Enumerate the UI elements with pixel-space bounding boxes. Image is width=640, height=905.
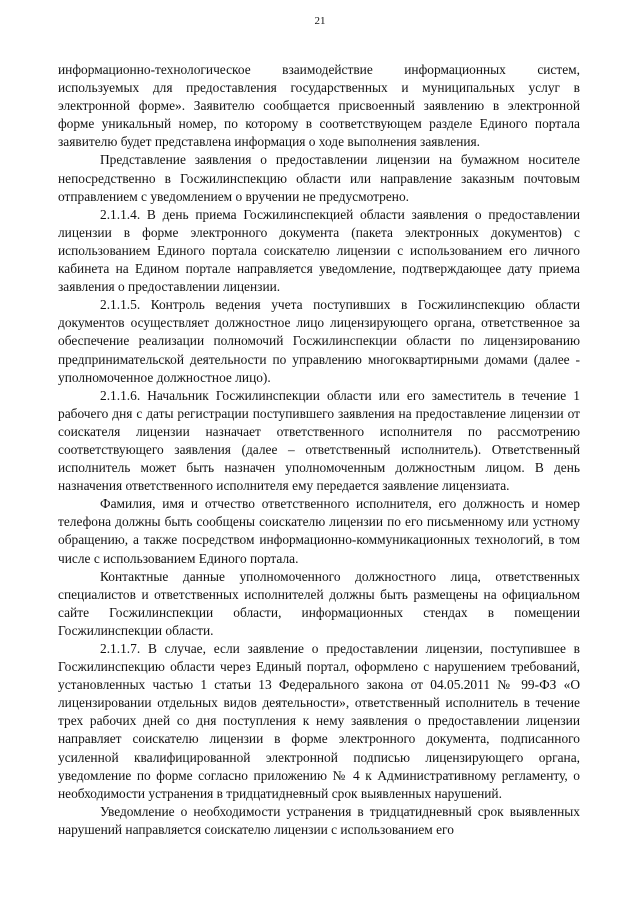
paragraph-notification: Уведомление о необходимости устранения в тридцатидневный срок выявленных нарушений направляется соискателю лицензии с использованием его xyxy=(58,803,580,837)
paragraph-2-1-1-4: 2.1.1.4. В день приема Госжилинспекцией области заявления о предоставлении лицензии в форме электронного документа (пакета электронных документов) с использованием Единого портала соискателю лицензии с использованием его личного кабинета на Едином портале направляется уведомление, подтверждающее дату приема заявления о предоставлении лицензии. xyxy=(58,206,580,295)
paragraph-2-1-1-7: 2.1.1.7. В случае, если заявление о предоставлении лицензии, поступившее в Госжилинспекцию области через Единый портал, оформлено с нарушением требований, установленных частью 1 статьи 13 Федерального закона от 04.05.2011 № 99-ФЗ «О лицензировании отдельных видов деятельности», ответственный исполнитель в течение трех рабочих дней со дня поступления к нему заявления о предоставлении лицензии направляет соискателю лицензии в форме электронного документа, подписанного усиленной квалифицированной электронной подписью лицензирующего органа, уведомление по форме согласно приложению № 4 к Административному регламенту, о необходимости устранения в тридцатидневный срок выявленных нарушений. xyxy=(58,641,580,801)
paragraph-paper-submission: Представление заявления о предоставлении лицензии на бумажном носителе непосредственно в Госжилинспекцию области или направление заказным почтовым отправлением с уведомлением о вручении не предусмотрено. xyxy=(58,152,580,204)
document-body xyxy=(58,61,580,839)
paragraph-executor-contacts: Фамилия, имя и отчество ответственного исполнителя, его должность и номер телефона должны быть сообщены соискателю лицензии по его письменному или устному обращению, а также посредством информационно-коммуникационных технологий, в том числе с использованием Единого портала. xyxy=(58,496,580,566)
page-number: 21 xyxy=(314,15,326,27)
paragraph-contact-data: Контактные данные уполномоченного должностного лица, ответственных специалистов и ответственных исполнителей должны быть размещены на официальном сайте Госжилинспекции области, информационных стендах в помещении Госжилинспекции области. xyxy=(58,568,580,638)
paragraph-2-1-1-5: 2.1.1.5. Контроль ведения учета поступивших в Госжилинспекцию области документов осуществляет должностное лицо лицензирующего органа, ответственное за обеспечение реализации полномочий Госжилинспекции области по лицензированию предпринимательской деятельности по управлению многоквартирными домами (далее - уполномоченное должностное лицо). xyxy=(58,297,580,385)
paragraph-2-1-1-6: 2.1.1.6. Начальник Госжилинспекции области или его заместитель в течение 1 рабочего дня с даты регистрации поступившего заявления на предоставление лицензии от соискателя лицензии назначает ответственного исполнителя по рассмотрению соответствующего заявления (далее – ответственный исполнитель). Ответственный исполнитель может быть назначен уполномоченным должностным лицом. В день назначения ответственного исполнителя ему передается заявление лицензиата. xyxy=(58,387,580,494)
paragraph-continuation: информационно-технологическое взаимодействие информационных систем, используемых для предоставления государственных и муниципальных услуг в электронной форме». Заявителю сообщается присвоенный заявлению в электронной форме уникальный номер, по которому в соответствующем разделе Единого портала заявителю будет представлена информация о ходе выполнения заявления. xyxy=(58,62,580,150)
